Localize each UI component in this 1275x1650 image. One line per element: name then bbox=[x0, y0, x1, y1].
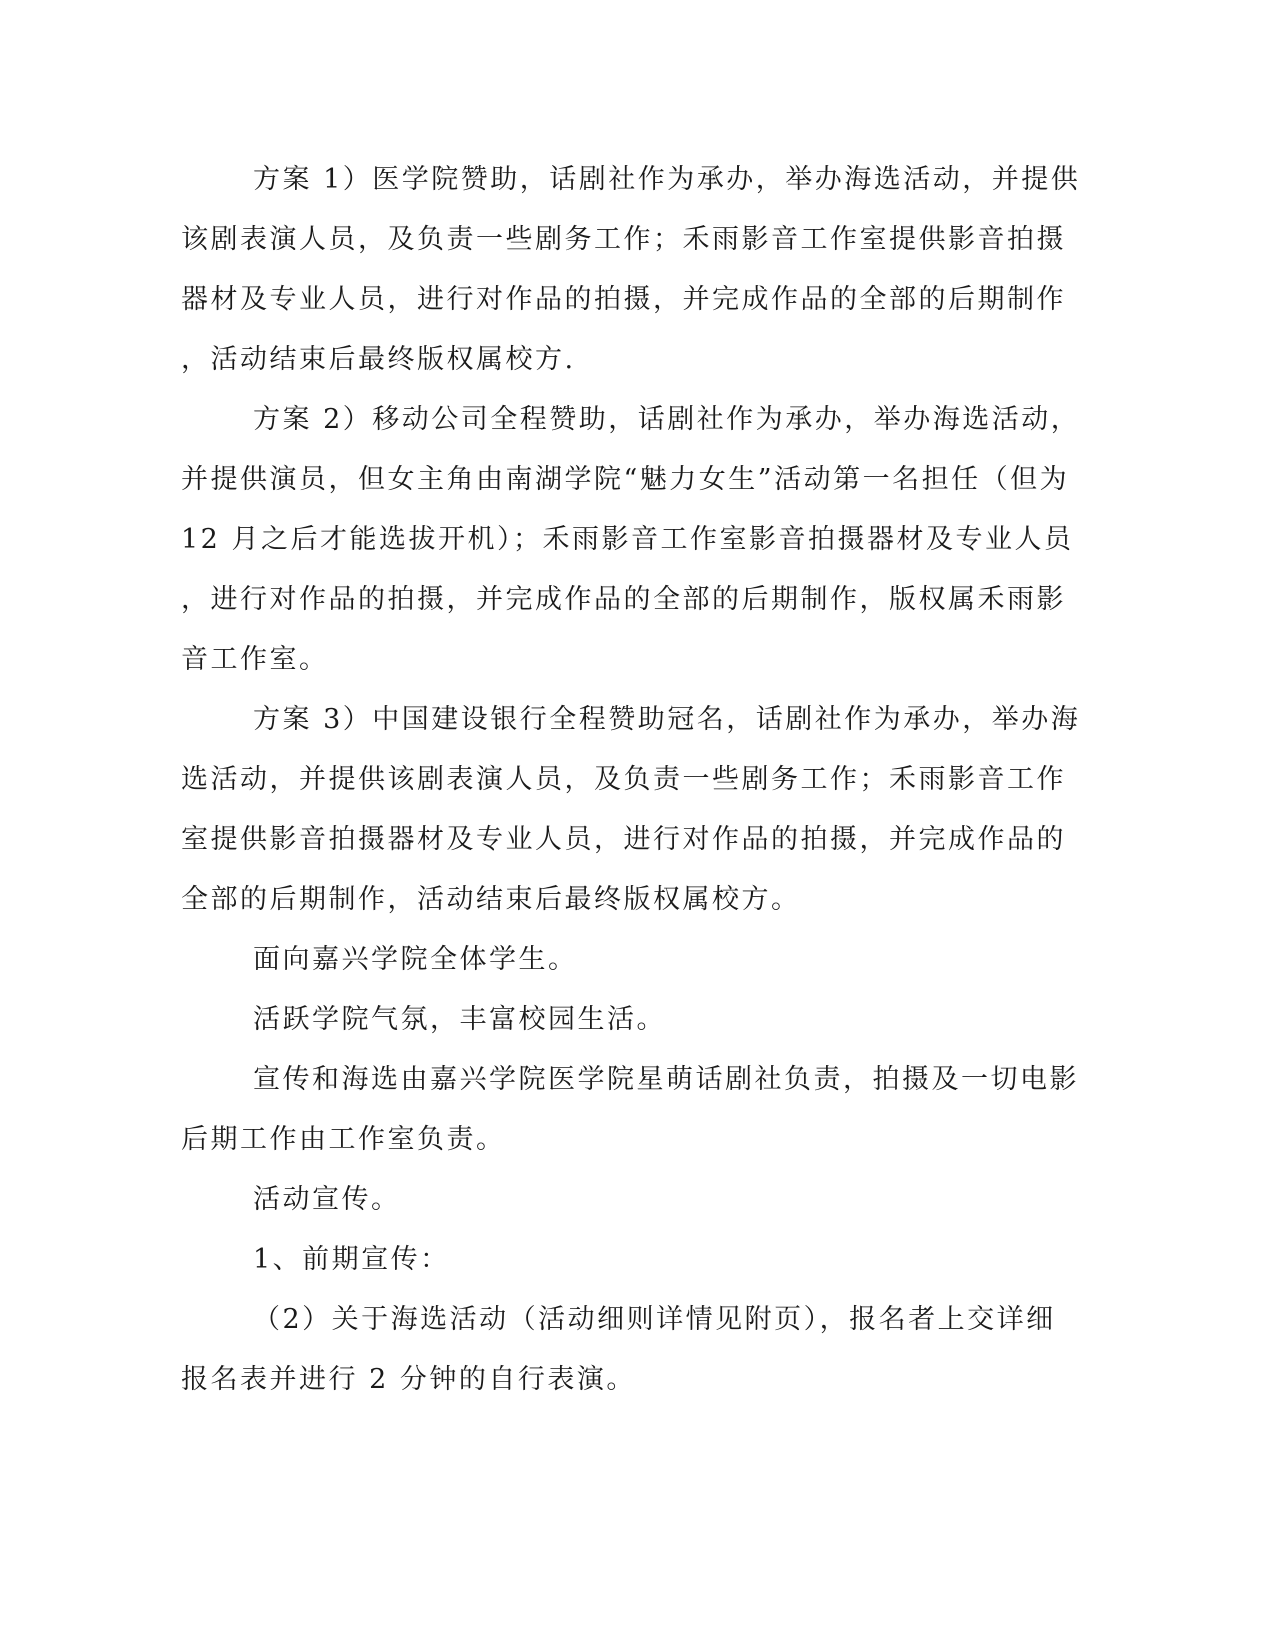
text-line-plan3-1: 方案 3）中国建设银行全程赞助冠名，话剧社作为承办，举办海 bbox=[253, 704, 1081, 735]
text-line-publicity-heading: 活动宣传。 bbox=[253, 1184, 401, 1215]
text-line-plan2-1: 方案 2）移动公司全程赞助，话剧社作为承办，举办海选活动， bbox=[253, 404, 1081, 435]
text-line-plan2-3: 12 月之后才能选拔开机）；禾雨影音工作室影音拍摄器材及专业人员 bbox=[181, 524, 1074, 555]
text-line-plan1-2: 该剧表演人员，及负责一些剧务工作；禾雨影音工作室提供影音拍摄 bbox=[181, 224, 1066, 255]
text-line-plan1-1: 方案 1）医学院赞助，话剧社作为承办，举办海选活动，并提供 bbox=[253, 164, 1081, 195]
text-line-plan1-3: 器材及专业人员，进行对作品的拍摄，并完成作品的全部的后期制作 bbox=[181, 284, 1066, 315]
text-line-audition-1: （2）关于海选活动（活动细则详情见附页），报名者上交详细 bbox=[253, 1304, 1056, 1335]
text-line-responsibility-2: 后期工作由工作室负责。 bbox=[181, 1124, 506, 1155]
text-line-plan3-4: 全部的后期制作，活动结束后最终版权属校方。 bbox=[181, 884, 801, 915]
text-line-plan3-3: 室提供影音拍摄器材及专业人员，进行对作品的拍摄，并完成作品的 bbox=[181, 824, 1066, 855]
text-line-plan1-4: ，活动结束后最终版权属校方. bbox=[181, 344, 576, 375]
document-body bbox=[181, 150, 1081, 1410]
text-line-plan2-4: ，进行对作品的拍摄，并完成作品的全部的后期制作，版权属禾雨影 bbox=[181, 584, 1066, 615]
text-line-plan2-2: 并提供演员，但女主角由南湖学院“魅力女生”活动第一名担任（但为 bbox=[181, 464, 1070, 495]
text-line-responsibility-1: 宣传和海选由嘉兴学院医学院星萌话剧社负责，拍摄及一切电影 bbox=[253, 1064, 1079, 1095]
text-line-plan3-2: 选活动，并提供该剧表演人员，及负责一些剧务工作；禾雨影音工作 bbox=[181, 764, 1066, 795]
text-line-audience: 面向嘉兴学院全体学生。 bbox=[253, 944, 578, 975]
text-line-purpose: 活跃学院气氛，丰富校园生活。 bbox=[253, 1004, 666, 1035]
text-line-audition-2: 报名表并进行 2 分钟的自行表演。 bbox=[181, 1364, 636, 1395]
text-line-plan2-5: 音工作室。 bbox=[181, 644, 329, 675]
text-line-early-publicity: 1、前期宣传： bbox=[253, 1244, 450, 1275]
